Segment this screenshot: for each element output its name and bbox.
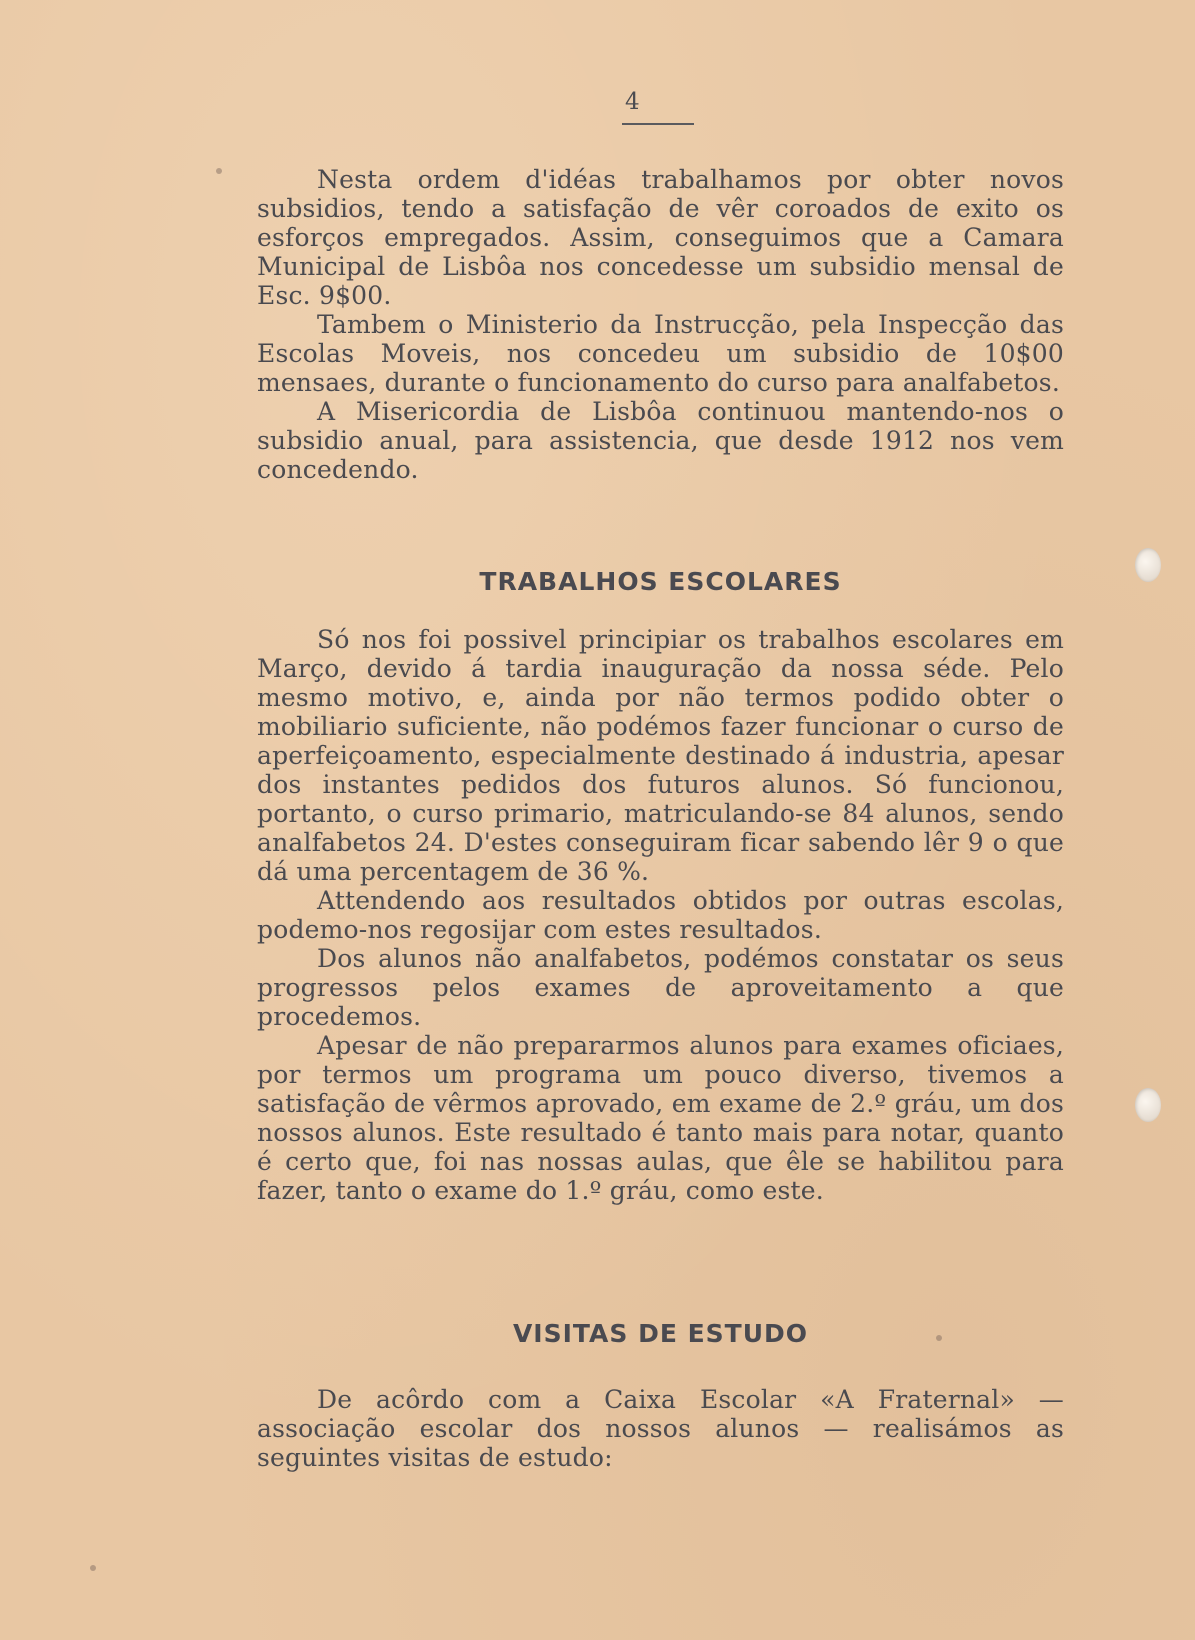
punch-hole [1135,1088,1161,1122]
paper-speck [936,1335,942,1341]
section-heading-trabalhos: TRABALHOS ESCOLARES [479,567,842,596]
paragraph: Dos alunos não analfabetos, podémos constatar os seus progressos pelos exames de aproveitamento a que procedemos. [257,944,1064,1031]
paragraph: De acôrdo com a Caixa Escolar «A Fraternal» — associação escolar dos nossos alunos — realisámos as seguintes visitas de estudo: [257,1385,1064,1472]
page-number: 4 [625,89,640,115]
visitas-section [257,1385,1064,1472]
paragraph: A Misericordia de Lisbôa continuou mantendo-nos o subsidio anual, para assistencia, que desde 1912 nos vem concedendo. [257,397,1064,484]
paragraph: Attendendo aos resultados obtidos por outras escolas, podemo-nos regosijar com estes resultados. [257,886,1064,944]
page-number-rule [622,123,694,125]
paper-speck [90,1565,96,1571]
paragraph: Nesta ordem d'idéas trabalhamos por obter novos subsidios, tendo a satisfação de vêr coroados de exito os esforços empregados. Assim, conseguimos que a Camara Municipal de Lisbôa nos concedesse um subsidio mensal de Esc. 9$00. [257,165,1064,310]
intro-section [257,165,1064,484]
paragraph: Apesar de não prepararmos alunos para exames oficiaes, por termos um programa um pouco diverso, tivemos a satisfação de vêrmos aprovado, em exame de 2.º gráu, um dos nossos alunos. Este resultado é tanto mais para notar, quanto é certo que, foi nas nossas aulas, que êle se habilitou para fazer, tanto o exame do 1.º gráu, como este. [257,1031,1064,1205]
section-heading-visitas: VISITAS DE ESTUDO [512,1319,809,1348]
paper-speck [216,168,222,174]
punch-hole [1135,548,1161,582]
paragraph: Tambem o Ministerio da Instrucção, pela Inspecção das Escolas Moveis, nos concedeu um subsidio de 10$00 mensaes, durante o funcionamento do curso para analfabetos. [257,310,1064,397]
trabalhos-section [257,625,1064,1205]
paragraph: Só nos foi possivel principiar os trabalhos escolares em Março, devido á tardia inauguração da nossa séde. Pelo mesmo motivo, e, ainda por não termos podido obter o mobiliario suficiente, não podémos fazer funcionar o curso de aperfeiçoamento, especialmente destinado á industria, apesar dos instantes pedidos dos futuros alunos. Só funcionou, portanto, o curso primario, matriculando-se 84 alunos, sendo analfabetos 24. D'estes conseguiram ficar sabendo lêr 9 o que dá uma percentagem de 36 %. [257,625,1064,886]
